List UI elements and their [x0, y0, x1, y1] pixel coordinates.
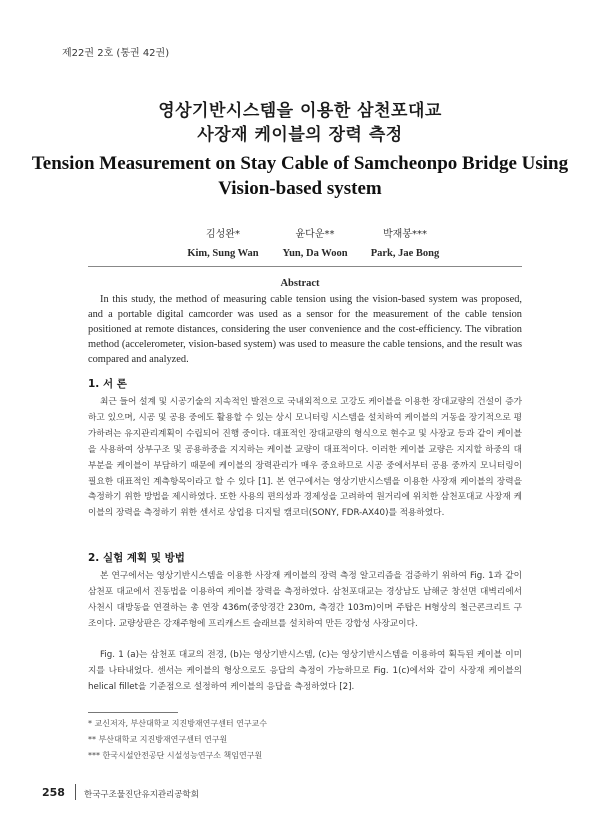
author-2-english-name: Yun, Da Woon — [282, 248, 348, 259]
author-2-korean-name: 윤다운** — [295, 229, 335, 240]
footnotes — [88, 716, 267, 764]
english-title-line-1: Tension Measurement on Stay Cable of Samcheonpo Bridge Using — [31, 153, 569, 174]
journal-issue-header: 제22권 2호 (통권 42권) — [62, 48, 170, 59]
author-3-english-name: Park, Jae Bong — [370, 248, 440, 259]
korean-title-line-1: 영상기반시스템을 이용한 삼천포대교 — [158, 101, 442, 121]
section-2-paragraph-2: Fig. 1 (a)는 삼천포 대교의 전경, (b)는 영상기반시스템, (c)는 영상기반시스템을 이용하여 획득된 케이블 이미지를 나타내었다. 센서는 케이블의 형상으로도 응답의 측정이 가능하므로 Fig. 1(c)에서와 같이 사장재 케이블의 helical fillet을 기준점으로 설정하여 케이블의 응답을 측정하였다 [2]. — [88, 650, 522, 692]
section-1-heading: 1. 서 론 — [88, 378, 127, 390]
section-2-heading: 2. 실험 계획 및 방법 — [88, 552, 185, 564]
author-1-korean-name: 김성완* — [206, 229, 240, 240]
korean-title-line-2: 사장재 케이블의 장력 측정 — [197, 125, 403, 145]
abstract-divider — [88, 266, 522, 267]
page-number-divider — [75, 784, 76, 800]
author-3-korean-name: 박재봉*** — [383, 229, 427, 240]
section-2-paragraph-1: 본 연구에서는 영상기반시스템을 이용한 사장재 케이블의 장력 측정 알고리즘을 검증하기 위하여 Fig. 1과 같이 삼천포 대교에서 진동법을 이용하여 케이블 장력을 측정하였다. 삼천포대교는 경상남도 남해군 창선면 대벽리에서 사천시 대방동을 연결하는 총 연장 436m(중앙경간 230m, 측경간 103m)이며 주탑은 H형상의 철근콘크리트 구조이다. 교량상판은 강재주형에 프리캐스트 슬래브를 설치하여 만든 강합성 사장교이다. — [88, 571, 522, 629]
journal-name: 한국구조물진단유지관리공학회 — [84, 790, 199, 800]
footnote-2: ** 부산대학교 지진방재연구센터 연구원 — [88, 735, 228, 744]
abstract-body: In this study, the method of measuring cable tension using the vision-based system was proposed, and a portable digital camcorder was used as a sensor for the measurement of the cable tension positioned at remote distances, considering the user convenience and the cost-efficiency. The vibration method (accelerometer, vision-based system) was used to measure the cable tensions, and the result was compared and analyzed. — [88, 294, 522, 365]
footnote-divider — [88, 712, 178, 713]
page-number: 258 — [42, 786, 65, 799]
section-1-body: 최근 들어 설계 및 시공기술의 지속적인 발전으로 국내외적으로 고강도 케이블을 이용한 장대교량의 건설이 증가하고 있으며, 시공 및 공용 중에도 활용할 수 있는 상시 모니터링 시스템을 설치하여 케이블의 거동을 장기적으로 평가하려는 유지관리계획이 수립되어 진행 중이다. 대표적인 장대교량의 형식으로 현수교 및 사장교 등과 같이 케이블을 사용하여 상부구조 및 공용하중을 지지하는 케이블 교량이 대표적이다. 이러한 케이블 교량은 지지할 하중의 대부분을 케이블이 부담하기 때문에 케이블의 장력관리가 매우 중요하므로 시공 중에서부터 공용 중까지 모니터링이 필요한 대표적인 계측항목이라고 할 수 있다 [1]. 본 연구에서는 영상기반시스템을 이용한 사장재 케이블의 장력을 측정하기 위한 방법을 제시하였다. 또한 사용의 편의성과 경제성을 고려하여 원거리에 위치한 삼천포대교 사장재 케이블의 장력을 측정하기 위한 센서로 상업용 디지털 캠코더(SONY, FDR-AX40)를 적용하였다. — [88, 397, 522, 519]
author-3 — [350, 225, 460, 259]
author-1-english-name: Kim, Sung Wan — [187, 248, 259, 259]
abstract-heading: Abstract — [280, 278, 320, 289]
footnote-1: * 교신저자, 부산대학교 지진방재연구센터 연구교수 — [88, 719, 268, 728]
footnote-3: *** 한국시설안전공단 시설성능연구소 책임연구원 — [88, 751, 263, 760]
english-title-line-2: Vision-based system — [218, 178, 382, 199]
